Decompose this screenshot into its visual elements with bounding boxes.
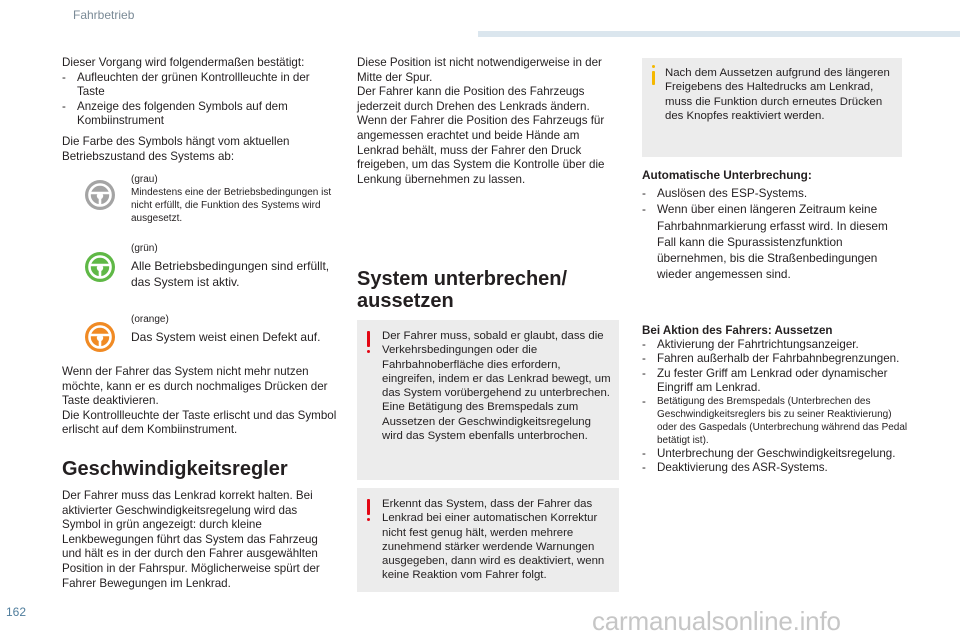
section-header: Fahrbetrieb	[73, 8, 135, 22]
driver-text: Der Fahrer kann die Position des Fahrzeugs jederzeit durch Drehen des Lenkrads ändern. Wenn der Fahrer die Position des Fahrzeugs für angemessen erachtet und beide Hände am Lenkrad behält, muss der Fahrer den Druck freigeben, um das System die Kontrolle über die Lenkung übernehmen zu lassen.	[357, 85, 605, 186]
watermark: carmanualsonline.info	[592, 606, 841, 636]
list-item: - Anzeige des folgenden Symbols auf dem Kombiinstrument	[62, 99, 288, 128]
action-section	[642, 324, 910, 475]
list-item: - Betätigung des Bremspedals (Unterbrechen des Geschwindigkeitsreglers bis zu seiner Reaktivierung) oder des Gaspedals (Unterbrechung während das Pedal betätigt ist).	[642, 395, 908, 447]
list-item: - Deaktivierung des ASR-Systems.	[642, 461, 828, 475]
lamp-text: Die Kontrollleuchte der Taste erlischt und das Symbol erlischt auf dem Kombiinstrument.	[62, 408, 337, 437]
list-item: - Aktivierung der Fahrtrichtungsanzeiger.	[642, 338, 859, 352]
auto-title: Automatische Unterbrechung:	[642, 168, 812, 182]
action-title: Bei Aktion des Fahrers: Aussetzen	[642, 324, 833, 337]
symbol-orange-label: (orange) Das System weist einen Defekt auf.	[131, 314, 321, 344]
intro-text: Dieser Vorgang wird folgendermaßen bestätigt:	[62, 56, 305, 69]
page-number: 162	[6, 605, 27, 619]
steering-wheel-orange-icon	[83, 320, 117, 354]
left-column-deactivate	[62, 365, 337, 438]
info-text: Nach dem Aussetzen aufgrund des längeren Freigebens des Haltedrucks am Lenkrad, muss die Funktion durch erneutes Drücken des Knopfes reaktiviert werden.	[665, 67, 890, 122]
symbol-green-label: (grün) Alle Betriebsbedingungen sind erfüllt, das System ist aktiv.	[131, 243, 330, 289]
regler-text: Der Fahrer muss das Lenkrad korrekt halten. Bei aktivierter Geschwindigkeitsregelung wird das Symbol in grün angezeigt: durch kleine Lenkbewegungen führt das System das Fahrzeug und hält es in der durch den Fahrer ausgewählten Position in der Fahrspur. Möglicherweise spürt der Fahrer Bewegungen im Lenkrad.	[62, 489, 320, 590]
regler-title: Geschwindigkeitsregler	[62, 458, 288, 480]
left-column-intro	[62, 56, 337, 164]
list-item: - Zu fester Griff am Lenkrad oder dynamischer Eingriff am Lenkrad.	[642, 366, 888, 394]
list-item: - Unterbrechung der Geschwindigkeitsregelung.	[642, 447, 896, 461]
list-item: - Aufleuchten der grünen Kontrollleuchte in der Taste	[62, 70, 310, 99]
list-item: - Wenn über einen längeren Zeitraum keine Fahrbahnmarkierung erfasst wird. In diesem Fall kann die Spurassistenzfunktion übernehmen, bis die Straßenbedingungen wieder angemessen sind.	[642, 202, 888, 282]
section-title: System unterbrechen/ aussetzen	[357, 268, 568, 312]
warning-1-text: Der Fahrer muss, sobald er glaubt, dass die Verkehrsbedingungen oder die Fahrbahnoberfläche dies erfordern, eingreifen, indem er das Lenkrad bewegt, um das System vorübergehend zu unterbrechen. Eine Betätigung des Bremspedals zum Aussetzen der Geschwindigkeitsregelung wird das System ebenfalls unterbrochen.	[382, 330, 611, 443]
color-text: Die Farbe des Symbols hängt vom aktuellen Betriebszustand des Systems ab:	[62, 134, 290, 163]
symbol-grey-label: (grau) Mindestens eine der Betriebsbedingungen ist nicht erfüllt, die Funktion des Systems wird ausgesetzt.	[131, 174, 332, 224]
position-text: Diese Position ist nicht notwendigerweise in der Mitte der Spur.	[357, 56, 602, 84]
header-bar	[478, 31, 960, 37]
list-item: - Auslösen des ESP-Systems.	[642, 186, 808, 201]
warning-icon	[367, 499, 370, 515]
steering-wheel-grey-icon	[83, 178, 117, 212]
middle-column-text	[357, 56, 619, 187]
warning-icon	[367, 331, 370, 347]
steering-wheel-green-icon	[83, 250, 117, 284]
warning-2-text: Erkennt das System, dass der Fahrer das Lenkrad bei einer automatischen Korrektur nicht fest genug hält, werden mehrere zunehmend stärker werdende Warnungen ausgegeben, dann wird es deaktiviert, wenn keine Reaktion vom Fahrer folgt.	[382, 498, 605, 582]
list-item: - Fahren außerhalb der Fahrbahnbegrenzungen.	[642, 352, 900, 366]
deactivate-text: Wenn der Fahrer das System nicht mehr nutzen möchte, kann er es durch nochmaliges Drücken der Taste deaktivieren.	[62, 365, 328, 408]
info-icon	[652, 71, 655, 85]
auto-section	[642, 167, 904, 282]
